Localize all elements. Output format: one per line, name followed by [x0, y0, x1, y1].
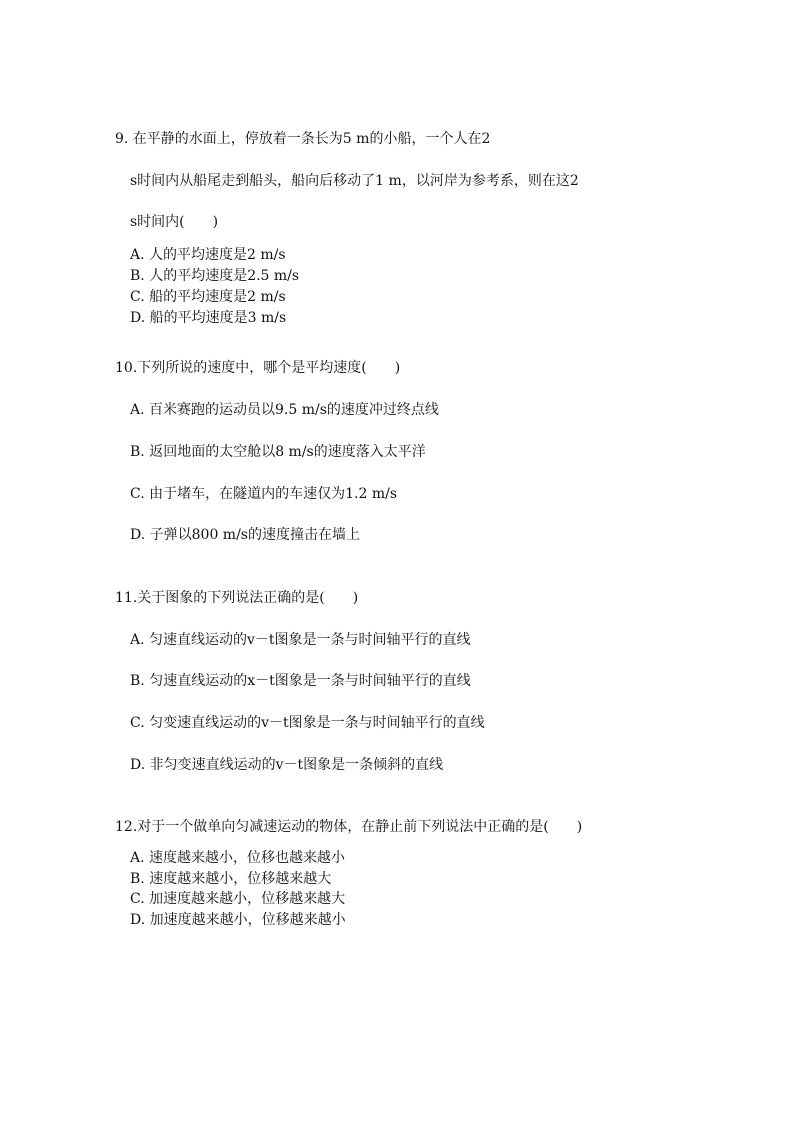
q9-stem-line2: s时间内从船尾走到船头，船向后移动了1 m，以河岸为参考系，则在这2 [130, 173, 579, 189]
q9-stem-line1: 9. 在平静的水面上，停放着一条长为5 m的小船，一个人在2 [115, 131, 491, 147]
q11-option-b: B. 匀速直线运动的x－t图象是一条与时间轴平行的直线 [130, 673, 471, 689]
q9-option-a: A. 人的平均速度是2 m/s [130, 247, 286, 263]
q11-stem: 11.关于图象的下列说法正确的是( ) [115, 590, 359, 606]
q11-option-a: A. 匀速直线运动的v－t图象是一条与时间轴平行的直线 [130, 632, 471, 648]
q9-option-c: C. 船的平均速度是2 m/s [130, 289, 286, 305]
q10-option-d: D. 子弹以800 m/s的速度撞击在墙上 [130, 527, 360, 543]
q9-option-b: B. 人的平均速度是2.5 m/s [130, 268, 300, 284]
q12-option-d: D. 加速度越来越小，位移越来越小 [130, 912, 346, 928]
q11-option-d: D. 非匀变速直线运动的v－t图象是一条倾斜的直线 [130, 757, 444, 773]
q10-option-b: B. 返回地面的太空舱以8 m/s的速度落入太平洋 [130, 444, 426, 460]
q12-stem: 12.对于一个做单向匀减速运动的物体，在静止前下列说法中正确的是( ) [115, 819, 583, 835]
q12-option-a: A. 速度越来越小，位移也越来越小 [130, 850, 346, 866]
q10-option-a: A. 百米赛跑的运动员以9.5 m/s的速度冲过终点线 [130, 402, 439, 418]
q9-option-d: D. 船的平均速度是3 m/s [130, 310, 287, 326]
q11-option-c: C. 匀变速直线运动的v－t图象是一条与时间轴平行的直线 [130, 715, 485, 731]
q10-option-c: C. 由于堵车，在隧道内的车速仅为1.2 m/s [130, 486, 398, 502]
q10-stem: 10.下列所说的速度中，哪个是平均速度( ) [115, 360, 401, 376]
q12-option-c: C. 加速度越来越小，位移越来越大 [130, 891, 346, 907]
q12-option-b: B. 速度越来越小，位移越来越大 [130, 871, 332, 887]
q9-stem-line3: s时间内( ) [130, 214, 219, 230]
